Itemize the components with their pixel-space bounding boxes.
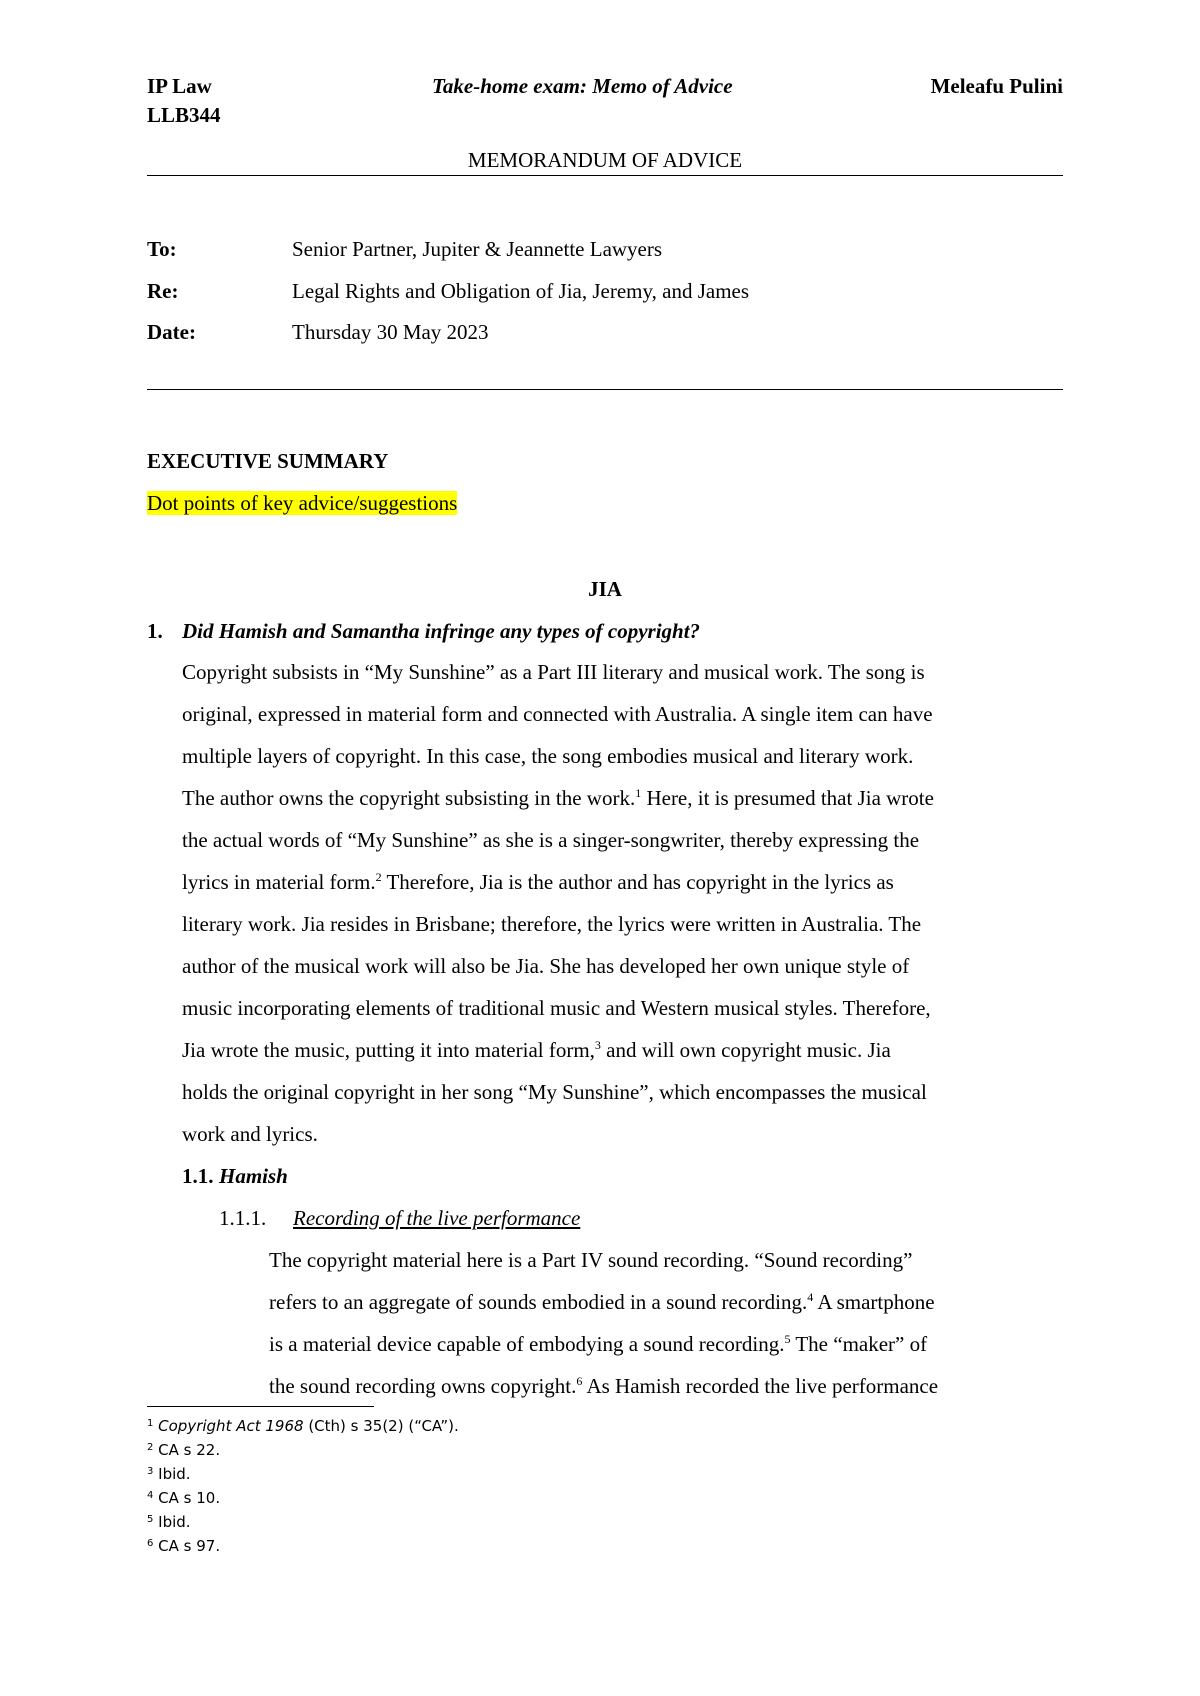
re-label: Re: [147,279,179,303]
footnote-5: $^5$ Ibid. [147,1513,191,1531]
paragraph-line: work and lyrics. [182,1122,318,1146]
paragraph-line: Jia wrote the music, putting it into material form,$^3$ and will own copyright music. Jia [182,1038,891,1062]
footnote-ref[interactable]: 6 [576,1374,583,1388]
title-rule [147,175,1063,176]
paragraph-line: lyrics in material form.$^2$ Therefore, Jia is the author and has copyright in the lyrics as [182,870,894,894]
subparagraph-line: The copyright material here is a Part IV sound recording. “Sound recording” [269,1248,913,1272]
question-heading: Did Hamish and Samantha infringe any types of copyright? [182,619,701,643]
subsubsection-number: 1.1.1. [219,1206,267,1230]
date-value: Thursday 30 May 2023 [292,320,489,344]
footnote-2: $^2$ CA s 22. [147,1441,221,1459]
memo-title: MEMORANDUM OF ADVICE [467,148,743,172]
paragraph-line: original, expressed in material form and connected with Australia. A single item can have [182,702,933,726]
section-heading: JIA [588,577,622,601]
paragraph-line: multiple layers of copyright. In this case, the song embodies musical and literary work. [182,744,914,768]
footnote-ref[interactable]: 2 [375,870,382,884]
footnote-separator [147,1406,374,1407]
to-value: Senior Partner, Jupiter & Jeannette Lawyers [292,237,663,261]
footnote-6: $^6$ CA s 97. [147,1537,221,1555]
subsection-number: 1.1. [182,1164,214,1188]
footnote-1: $^1$ Copyright Act 1968 (Cth) s 35(2) (“CA”). [147,1417,459,1435]
header-exam-title: Take-home exam: Memo of Advice [432,74,733,98]
re-value: Legal Rights and Obligation of Jia, Jeremy, and James [292,279,750,303]
subsection-heading: Hamish [219,1164,288,1188]
paragraph-line: literary work. Jia resides in Brisbane; therefore, the lyrics were written in Australia. The [182,912,922,936]
date-label: Date: [147,320,196,344]
header-course: IP Law [147,74,212,98]
subparagraph-line: the sound recording owns copyright.$^6$ As Hamish recorded the live performance [269,1374,939,1398]
paragraph-line: the actual words of “My Sunshine” as she is a singer-songwriter, thereby expressing the [182,828,920,852]
footnote-3: $^3$ Ibid. [147,1465,191,1483]
paragraph-line: author of the musical work will also be Jia. She has developed her own unique style of [182,954,910,978]
to-label: To: [147,237,177,261]
question-number: 1. [147,619,163,643]
footnote-ref[interactable]: 3 [594,1038,601,1052]
subparagraph-line: refers to an aggregate of sounds embodied in a sound recording.$^4$ A smartphone [269,1290,935,1314]
summary-highlight: Dot points of key advice/suggestions [147,491,458,515]
memo-rule [147,389,1063,390]
footnote-ref[interactable]: 4 [807,1290,814,1304]
footnote-ref[interactable]: 5 [784,1332,791,1346]
header-author: Meleafu Pulini [930,74,1063,98]
summary-heading: EXECUTIVE SUMMARY [147,449,389,473]
paragraph-line: music incorporating elements of traditional music and Western musical styles. Therefore, [182,996,931,1020]
footnote-4: $^4$ CA s 10. [147,1489,221,1507]
header-course-code: LLB344 [147,103,221,127]
subsubsection-heading: Recording of the live performance [293,1206,581,1230]
footnote-ref[interactable]: 1 [635,786,642,800]
paragraph-line: The author owns the copyright subsisting in the work.$^1$ Here, it is presumed that Jia wrote [182,786,934,810]
subparagraph-line: is a material device capable of embodying a sound recording.$^5$ The “maker” of [269,1332,928,1356]
paragraph-line: holds the original copyright in her song “My Sunshine”, which encompasses the musical [182,1080,927,1104]
paragraph-line: Copyright subsists in “My Sunshine” as a Part III literary and musical work. The song is [182,660,925,684]
